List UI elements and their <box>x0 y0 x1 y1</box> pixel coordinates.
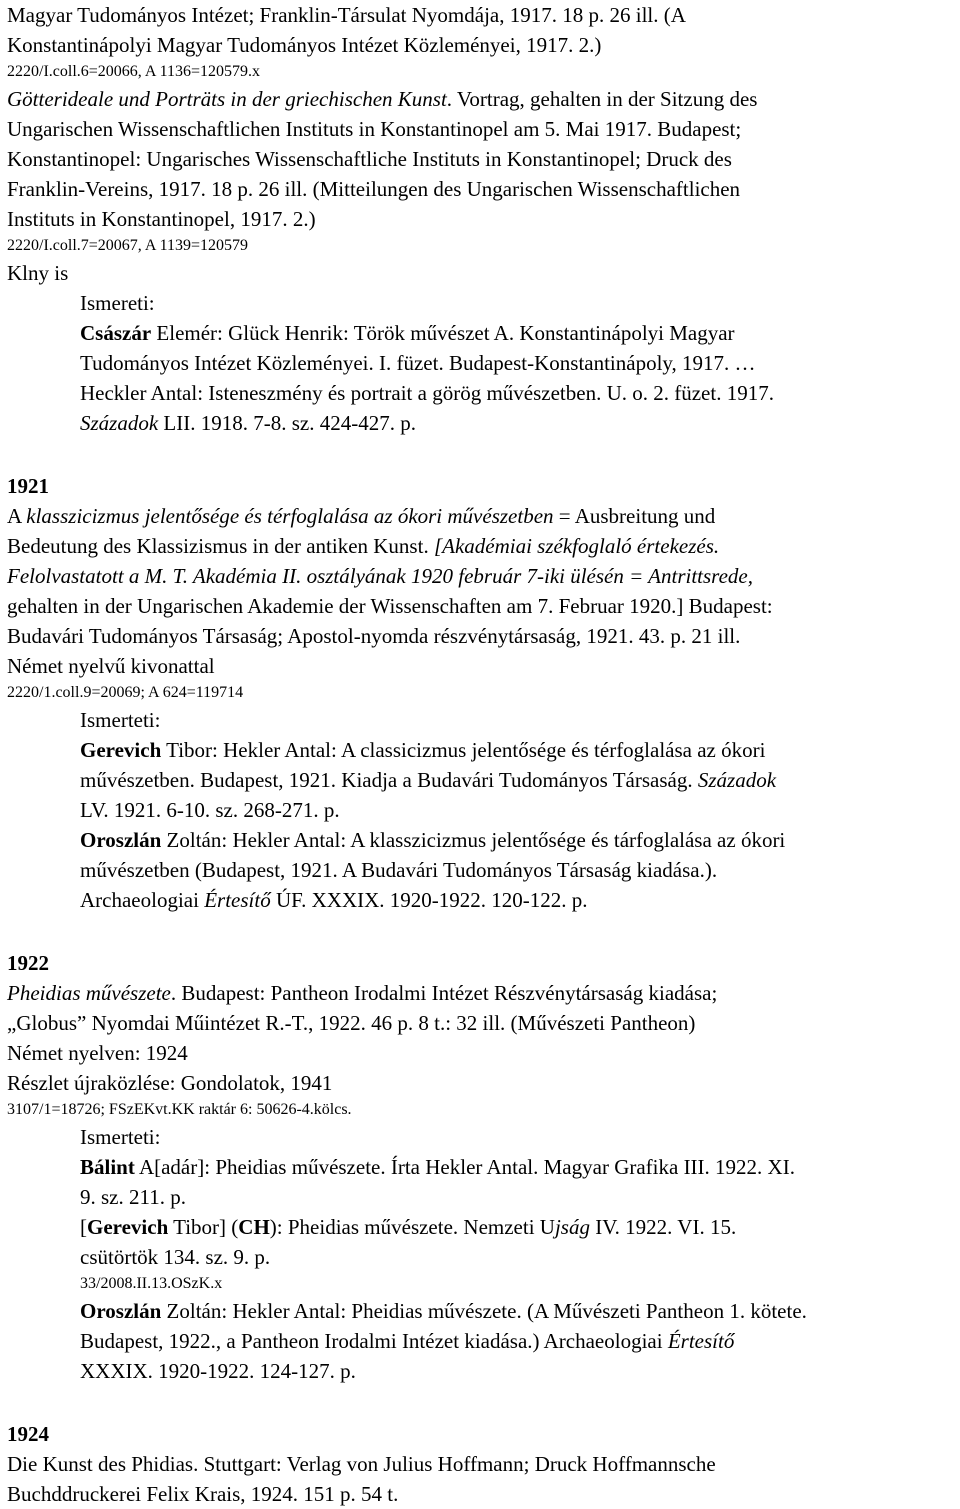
year-heading: 1922 <box>7 951 49 975</box>
bibliography-page <box>7 0 957 1509</box>
entry-text: Budavári Tudományos Társaság; Apostol-nyomda részvénytársaság, 1921. 43. p. 21 ill. <box>7 624 741 648</box>
review-text: művészetben (Budapest, 1921. A Budavári Tudományos Társaság kiadása.). <box>80 858 718 882</box>
entry-title: Götterideale und Porträts in der griechischen Kunst <box>7 87 447 111</box>
entry-title: Pheidias művészete <box>7 981 171 1005</box>
entry-note: Német nyelvű kivonattal <box>7 654 215 678</box>
review-author: Gerevich <box>87 1215 169 1239</box>
entry-note: Német nyelven: 1924 <box>7 1041 188 1065</box>
review-author: Bálint <box>80 1155 135 1179</box>
entry-text: Buchddruckerei Felix Krais, 1924. 151 p. 54 t. <box>7 1482 399 1506</box>
review-text: Archaeologiai Értesítő ÚF. XXXIX. 1920-1922. 120-122. p. <box>80 888 588 912</box>
entry-text: Magyar Tudományos Intézet; Franklin-Társulat Nyomdája, 1917. 18 p. 26 ill. (A <box>7 3 686 27</box>
review-author: Oroszlán <box>80 1299 162 1323</box>
review-text: LV. 1921. 6-10. sz. 268-271. p. <box>80 798 340 822</box>
review-text: Bálint A[adár]: Pheidias művészete. Írta Hekler Antal. Magyar Grafika III. 1922. XI. <box>80 1155 795 1179</box>
entry-text: Franklin-Vereins, 1917. 18 p. 26 ill. (Mitteilungen des Ungarischen Wissenschaftlichen <box>7 177 741 201</box>
review-author: Gerevich <box>80 738 162 762</box>
review-text: Budapest, 1922., a Pantheon Irodalmi Intézet kiadása.) Archaeologiai Értesítő <box>80 1329 735 1353</box>
entry-note: Klny is <box>7 261 69 285</box>
review-label: Ismerteti: <box>80 708 161 732</box>
review-text: művészetben. Budapest, 1921. Kiadja a Budavári Tudományos Társaság. Századok <box>80 768 777 792</box>
entry-text: Pheidias művészete. Budapest: Pantheon Irodalmi Intézet Részvénytársaság kiadása; <box>7 981 718 1005</box>
entry-text: A klasszicizmus jelentősége és térfoglalása az ókori művészetben = Ausbreitung und <box>7 504 716 528</box>
entry-title: klasszicizmus jelentősége és térfoglalása az ókori művészetben <box>26 504 554 528</box>
review-label: Ismereti: <box>80 291 155 315</box>
review-text: Oroszlán Zoltán: Hekler Antal: Pheidias művészete. (A Művészeti Pantheon 1. kötete. <box>80 1299 807 1323</box>
review-text: XXXIX. 1920-1922. 124-127. p. <box>80 1359 356 1383</box>
entry-text: gehalten in der Ungarischen Akademie der Wissenschaften am 7. Februar 1920.] Budapest: <box>7 594 773 618</box>
review-text: 9. sz. 211. p. <box>80 1185 186 1209</box>
year-heading: 1924 <box>7 1422 49 1446</box>
entry-text: „Globus” Nyomdai Műintézet R.-T., 1922. 46 p. 8 t.: 32 ill. (Művészeti Pantheon) <box>7 1011 696 1035</box>
review-text: csütörtök 134. sz. 9. p. <box>80 1245 271 1269</box>
entry-text: Konstantinopel: Ungarisches Wissenschaftliche Instituts in Konstantinopel; Druck des <box>7 147 732 171</box>
review-author: Oroszlán <box>80 828 162 852</box>
review-text: Tudományos Intézet Közleményei. I. füzet. Budapest-Konstantinápoly, 1917. … <box>80 351 756 375</box>
shelf-mark: 3107/1=18726; FSzEKvt.KK raktár 6: 50626-4.kölcs. <box>7 1101 352 1118</box>
entry-text: Bedeutung des Klassizismus in der antiken Kunst. [Akadémiai székfoglaló értekezés. <box>7 534 720 558</box>
entry-text: Ungarischen Wissenschaftlichen Instituts in Konstantinopel am 5. Mai 1917. Budapest; <box>7 117 742 141</box>
review-text: Oroszlán Zoltán: Hekler Antal: A klasszicizmus jelentősége és tárfoglalása az ókori <box>80 828 786 852</box>
entry-text: Instituts in Konstantinopel, 1917. 2.) <box>7 207 316 231</box>
year-heading: 1921 <box>7 474 49 498</box>
review-text: Császár Elemér: Glück Henrik: Török művészet A. Konstantinápolyi Magyar <box>80 321 735 345</box>
entry-text: Götterideale und Porträts in der griechischen Kunst. Vortrag, gehalten in der Sitzung des <box>7 87 758 111</box>
review-text: [Gerevich Tibor] (CH): Pheidias művészete. Nemzeti Ujság IV. 1922. VI. 15. <box>80 1215 737 1239</box>
shelf-mark: 2220/I.coll.7=20067, A 1139=120579 <box>7 237 249 254</box>
entry-text: Felolvastatott a M. T. Akadémia II. osztályának 1920 február 7-iki ülésén = Antrittsrede, <box>7 564 753 588</box>
entry-text: Die Kunst des Phidias. Stuttgart: Verlag von Julius Hoffmann; Druck Hoffmannsche <box>7 1452 716 1476</box>
review-text: Gerevich Tibor: Hekler Antal: A classicizmus jelentősége és térfoglalása az ókori <box>80 738 766 762</box>
review-text: Heckler Antal: Isteneszmény és portrait a görög művészetben. U. o. 2. füzet. 1917. <box>80 381 774 405</box>
shelf-mark: 33/2008.II.13.OSzK.x <box>80 1275 223 1292</box>
review-label: Ismerteti: <box>80 1125 161 1149</box>
entry-note: Részlet újraközlése: Gondolatok, 1941 <box>7 1071 333 1095</box>
entry-text: Konstantinápolyi Magyar Tudományos Intézet Közleményei, 1917. 2.) <box>7 33 602 57</box>
shelf-mark: 2220/I.coll.6=20066, A 1136=120579.x <box>7 63 261 80</box>
review-text: Századok LII. 1918. 7-8. sz. 424-427. p. <box>80 411 416 435</box>
review-author: Császár <box>80 321 152 345</box>
shelf-mark: 2220/1.coll.9=20069; A 624=119714 <box>7 684 244 701</box>
